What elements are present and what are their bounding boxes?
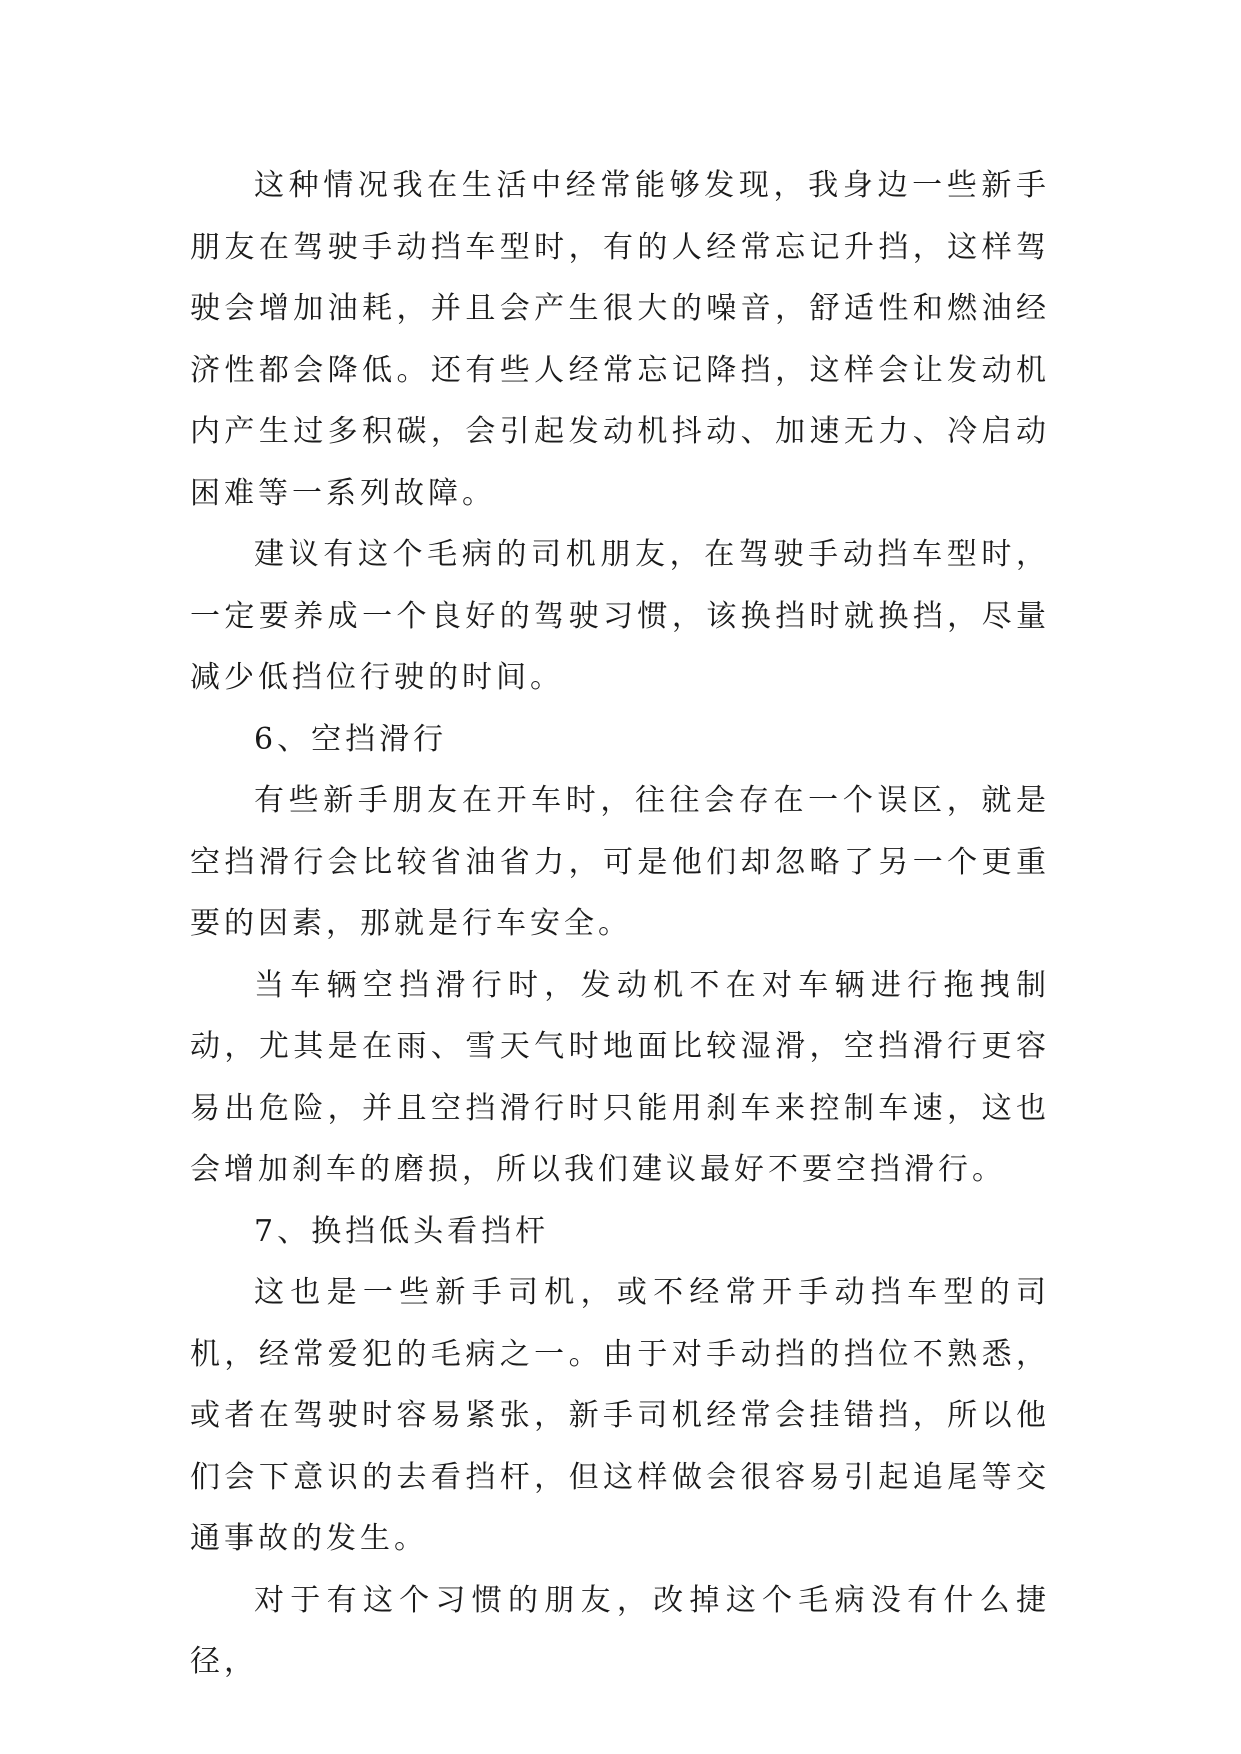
document-body xyxy=(190,155,1050,1693)
paragraph-neutral-danger: 当车辆空挡滑行时，发动机不在对车辆进行拖拽制动，尤其是在雨、雪天气时地面比较湿滑，空挡滑行更容易出危险，并且空挡滑行时只能用刹车来控制车速，这也会增加刹车的磨损，所以我们建议最好不要空挡滑行。 xyxy=(190,967,1050,1187)
section-heading-looking-at-shifter: 7、换挡低头看挡杆 xyxy=(254,1213,550,1249)
paragraph-neutral-misconception: 有些新手朋友在开车时，往往会存在一个误区，就是空挡滑行会比较省油省力，可是他们却忽略了另一个更重要的因素，那就是行车安全。 xyxy=(190,783,1050,941)
paragraph-advice-shifting: 建议有这个毛病的司机朋友，在驾驶手动挡车型时，一定要养成一个良好的驾驶习惯，该换挡时就换挡，尽量减少低挡位行驶的时间。 xyxy=(190,537,1050,695)
section-heading-neutral-coasting: 6、空挡滑行 xyxy=(254,721,448,757)
paragraph-habit-fix: 对于有这个习惯的朋友，改掉这个毛病没有什么捷径， xyxy=(190,1582,1050,1679)
paragraph-looking-at-shifter: 这也是一些新手司机，或不经常开手动挡车型的司机，经常爱犯的毛病之一。由于对手动挡的挡位不熟悉，或者在驾驶时容易紧张，新手司机经常会挂错挡，所以他们会下意识的去看挡杆，但这样做会很容易引起追尾等交通事故的发生。 xyxy=(190,1275,1050,1556)
paragraph-gear-up-down-habits: 这种情况我在生活中经常能够发现，我身边一些新手朋友在驾驶手动挡车型时，有的人经常忘记升挡，这样驾驶会增加油耗，并且会产生很大的噪音，舒适性和燃油经济性都会降低。还有些人经常忘记降挡，这样会让发动机内产生过多积碳，会引起发动机抖动、加速无力、冷启动困难等一系列故障。 xyxy=(190,168,1050,511)
